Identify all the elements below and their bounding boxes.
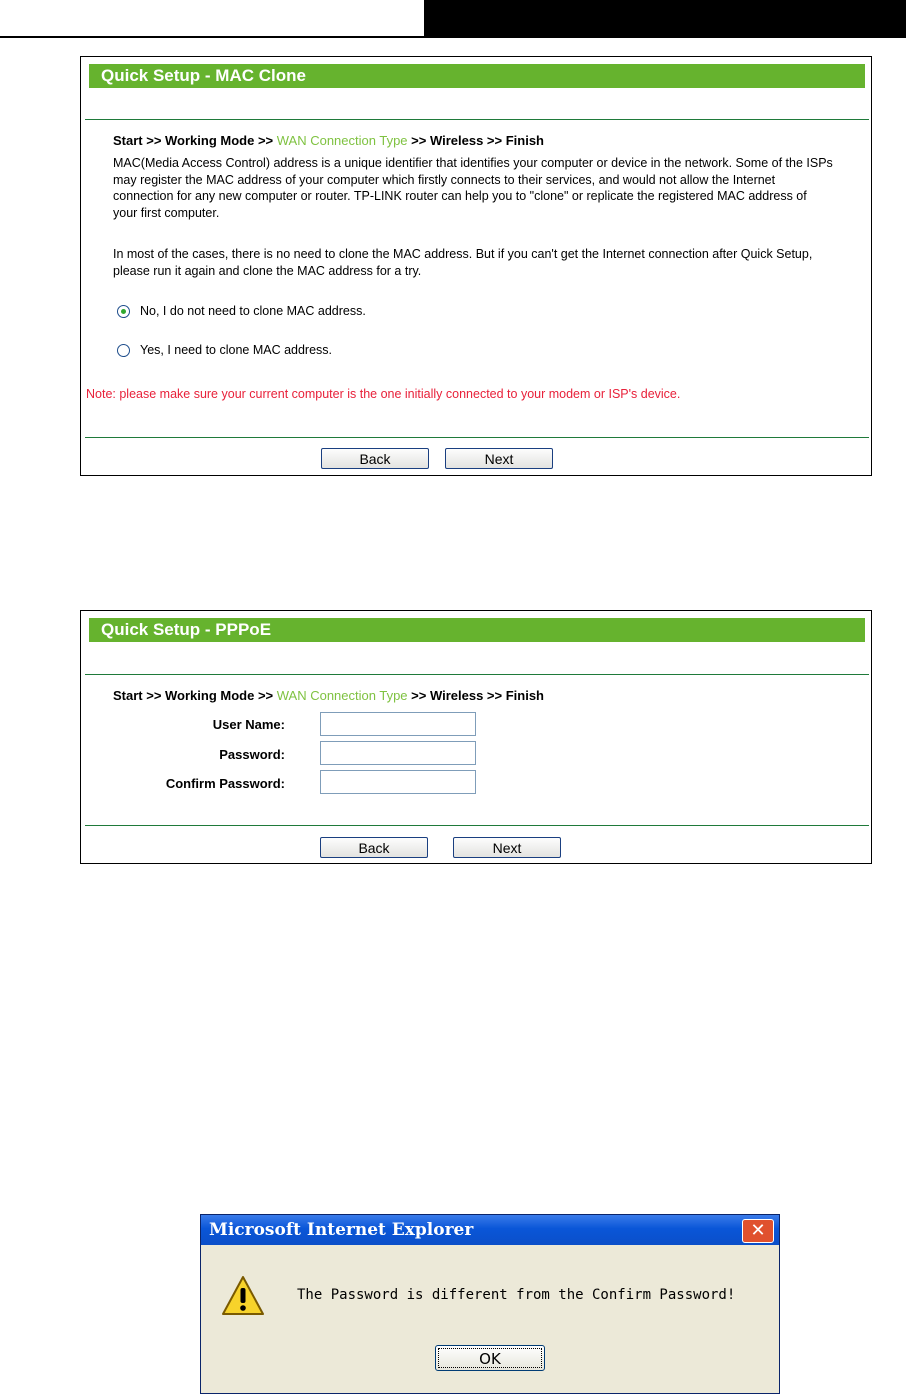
next-button[interactable]: Next bbox=[453, 837, 561, 858]
radio-button-selected[interactable] bbox=[117, 305, 130, 318]
alert-dialog bbox=[200, 1214, 780, 1394]
option-no-clone[interactable] bbox=[117, 304, 366, 318]
warning-note: Note: please make sure your current computer is the one initially connected to your modem or ISP's device. bbox=[86, 387, 681, 401]
warning-icon bbox=[221, 1275, 265, 1317]
radio-button[interactable] bbox=[117, 344, 130, 357]
option-clone-label: Yes, I need to clone MAC address. bbox=[140, 343, 333, 357]
mac-clone-panel bbox=[80, 56, 872, 476]
pppoe-panel bbox=[80, 610, 872, 864]
ok-button[interactable]: OK bbox=[435, 1345, 545, 1371]
confirm-password-input[interactable] bbox=[320, 770, 476, 794]
password-label: Password: bbox=[219, 747, 285, 762]
divider bbox=[85, 674, 869, 675]
option-no-clone-label: No, I do not need to clone MAC address. bbox=[140, 304, 366, 318]
breadcrumb-current: WAN Connection Type bbox=[276, 133, 408, 148]
back-button[interactable]: Back bbox=[320, 837, 428, 858]
breadcrumb-start: Start >> Working Mode >> bbox=[113, 133, 277, 148]
dialog-message: The Password is different from the Confirm Password! bbox=[297, 1287, 736, 1303]
divider bbox=[85, 119, 869, 120]
user-name-input[interactable] bbox=[320, 712, 476, 736]
breadcrumb-current: WAN Connection Type bbox=[276, 688, 408, 703]
close-icon[interactable]: ✕ bbox=[742, 1219, 774, 1243]
breadcrumb-end: >> Wireless >> Finish bbox=[407, 688, 544, 703]
password-input[interactable] bbox=[320, 741, 476, 765]
dialog-title: Microsoft Internet Explorer bbox=[201, 1215, 779, 1245]
breadcrumb bbox=[113, 133, 544, 148]
panel-title: Quick Setup - MAC Clone bbox=[89, 64, 865, 88]
panel-title: Quick Setup - PPPoE bbox=[89, 618, 865, 642]
header-black-band bbox=[424, 0, 906, 38]
breadcrumb bbox=[113, 688, 544, 703]
next-button[interactable]: Next bbox=[445, 448, 553, 469]
mac-description: MAC(Media Access Control) address is a unique identifier that identifies your computer or device in the network. Some of the ISPs may register the MAC address of your computer which firstly connects to their services, and would not allow the Internet connection for any new computer or router. TP-LINK router can help you to "clone" or replicate the registered MAC address of your first computer. bbox=[113, 156, 833, 220]
user-name-label: User Name: bbox=[212, 717, 285, 732]
divider bbox=[85, 437, 869, 438]
header-rule bbox=[0, 36, 424, 38]
option-clone[interactable] bbox=[117, 343, 332, 357]
back-button[interactable]: Back bbox=[321, 448, 429, 469]
clone-advice: In most of the cases, there is no need to clone the MAC address. But if you can't get the Internet connection after Quick Setup, please run it again and clone the MAC address for a try. bbox=[113, 247, 813, 278]
divider bbox=[85, 825, 869, 826]
breadcrumb-end: >> Wireless >> Finish bbox=[407, 133, 544, 148]
breadcrumb-start: Start >> Working Mode >> bbox=[113, 688, 277, 703]
confirm-password-label: Confirm Password: bbox=[165, 776, 285, 791]
